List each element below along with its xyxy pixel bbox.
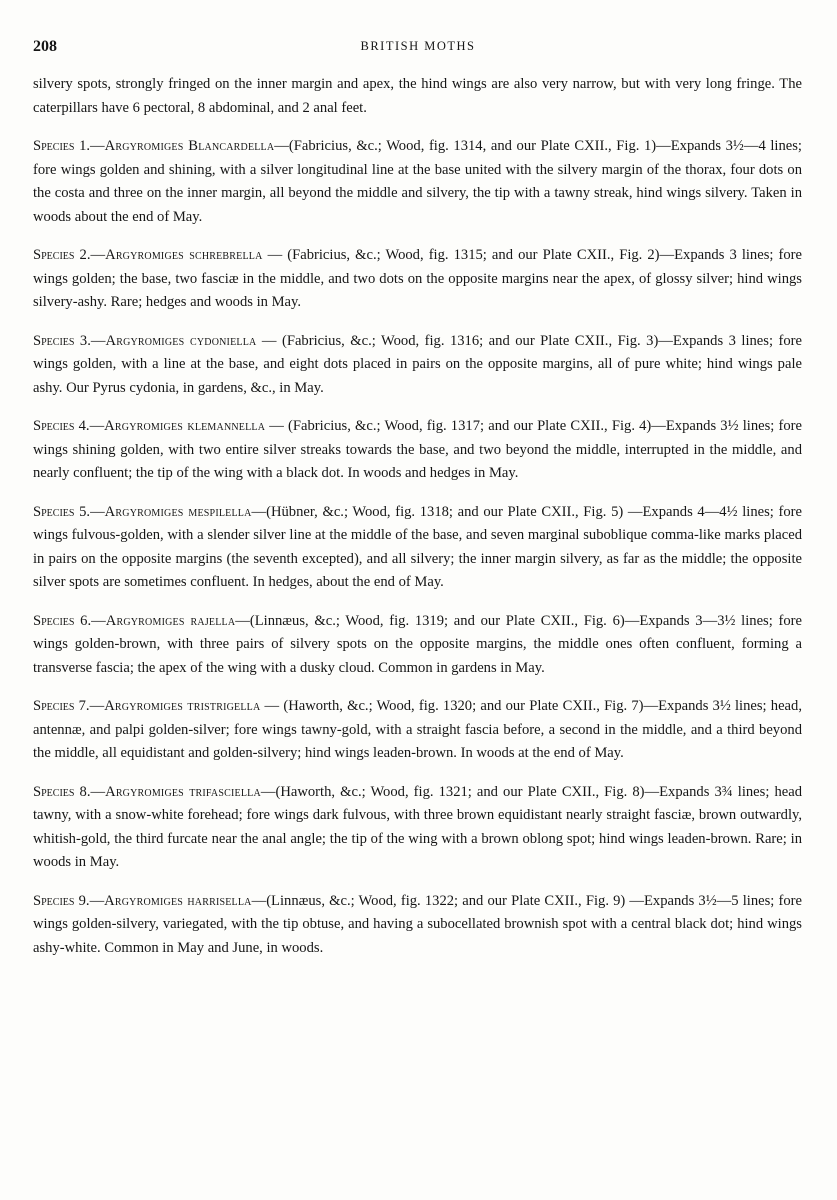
species-entry-6: Species 6.—Argyromiges rajella—(Linnæus, &c.; Wood, fig. 1319; and our Plate CXII., Fig. 6)—Expands 3—3½ lines; fore wings golden-brown, with three pairs of silvery spots on the opposite margins, the middle ones often confluent, forming a transverse fascia; the apex of the wing with a dusky cloud. Common in gardens in May. — [33, 612, 803, 676]
species-label: Species 2. — [33, 247, 91, 263]
species-label: Species 8. — [33, 783, 91, 800]
species-name: Argyromiges cydoniella — [105, 332, 257, 349]
species-description: — (Fabricius, &c.; Wood, fig. 1317; and our Plate CXII., Fig. 4)—Expands 3½ lines; fore wings shining golden, with two entire silver streaks towards the base, and two beyond the middle, interrupted in the middle, and nearly confluent; the tip of the wing with a black dot. In woods and hedges in May. — [33, 418, 802, 481]
species-entry-4: Species 4.—Argyromiges klemannella — (Fabricius, &c.; Wood, fig. 1317; and our Plate CXII., Fig. 4)—Expands 3½ lines; fore wings shining golden, with two entire silver streaks towards the base, and two beyond the middle, interrupted in the middle, and nearly confluent; the tip of the wing with a black dot. In woods and hedges in May. — [33, 418, 802, 481]
species-name: Argyromiges rajella — [105, 612, 236, 629]
species-description: —(Linnæus, &c.; Wood, fig. 1319; and our Plate CXII., Fig. 6)—Expands 3—3½ lines; fore wings golden-brown, with three pairs of silvery spots on the opposite margins, the middle ones often confluent, forming a transverse fascia; the apex of the wing with a dusky cloud. Common in gardens in May. — [33, 612, 803, 676]
species-description: —(Hübner, &c.; Wood, fig. 1318; and our Plate CXII., Fig. 5) —Expands 4—4½ lines; fore wings fulvous-golden, with a slender silver line at the middle of the base, and seven marginal suboblique comma-like marks placed in pairs on the opposite margins (the seventh excepted), and all silvery; the inner margin silvery, as far as the middle; the opposite silver spots are sometimes confluent. In hedges, about the end of May. — [33, 503, 802, 590]
species-label: Species 4. — [33, 418, 90, 434]
species-label: Species 9. — [33, 892, 90, 909]
species-name: Argyromiges tristrigella — [104, 698, 261, 714]
species-entry-1: Species 1.—Argyromiges Blancardella—(Fabricius, &c.; Wood, fig. 1314, and our Plate CXII., Fig. 1)—Expands 3½—4 lines; fore wings golden and shining, with a silver longitudinal line at the base united with the silvery margin of the thorax, four dots on the costa and three on the inner margin, all beyond the middle and silvery, the tip with a tawny streak, hind wings silvery. Taken in woods about the end of May. — [33, 138, 802, 225]
species-description: —(Fabricius, &c.; Wood, fig. 1314, and our Plate CXII., Fig. 1)—Expands 3½—4 lines; fore wings golden and shining, with a silver longitudinal line at the base united with the silvery margin of the thorax, four dots on the costa and three on the inner margin, all beyond the middle and silvery, the tip with a tawny streak, hind wings silvery. Taken in woods about the end of May. — [33, 138, 802, 225]
species-label: Species 6. — [33, 612, 92, 629]
running-head: BRITISH MOTHS — [360, 39, 476, 53]
species-entry-5: Species 5.—Argyromiges mespilella—(Hübner, &c.; Wood, fig. 1318; and our Plate CXII., Fig. 5) —Expands 4—4½ lines; fore wings fulvous-golden, with a slender silver line at the middle of the base, and seven marginal suboblique comma-like marks placed in pairs on the opposite margins (the seventh excepted), and all silvery; the inner margin silvery, as far as the middle; the opposite silver spots are sometimes confluent. In hedges, about the end of May. — [33, 503, 802, 590]
species-label: Species 7. — [33, 698, 90, 714]
species-description: — (Fabricius, &c.; Wood, fig. 1316; and our Plate CXII., Fig. 3)—Expands 3 lines; fore wings golden, with a line at the base, and eight dots placed in pairs on the opposite margins, all of pure white; hind wings pale ashy. Our Pyrus cydonia, in gardens, &c., in May. — [33, 332, 802, 396]
species-name: Argyromiges klemannella — [104, 418, 266, 434]
species-entry-8: Species 8.—Argyromiges trifasciella—(Haworth, &c.; Wood, fig. 1321; and our Plate CXII., Fig. 8)—Expands 3¾ lines; head tawny, with a snow-white forehead; fore wings dark fulvous, with three brown equidistant nearly straight fasciæ, brown outwardly, whitish-gold, the third furcate near the anal angle; the tip of the wing with a brown oblong spot; hind wings leaden-brown. Rare; in woods in May. — [33, 783, 802, 870]
species-name: Argyromiges trifasciella — [105, 783, 261, 800]
species-name: Argyromiges schrebrella — [105, 247, 263, 263]
species-description: — (Haworth, &c.; Wood, fig. 1320; and our Plate CXII., Fig. 7)—Expands 3½ lines; head, antennæ, and palpi golden-silver; fore wings tawny-gold, with a straight fascia before, a second in the middle, and a third beyond the middle, all equidistant and golden-silvery; hind wings leaden-brown. In woods at the end of May. — [33, 698, 802, 761]
species-name: Argyromiges mespilella — [104, 503, 252, 520]
species-entry-2: Species 2.—Argyromiges schrebrella — (Fabricius, &c.; Wood, fig. 1315; and our Plate CXII., Fig. 2)—Expands 3 lines; fore wings golden; the base, two fasciæ in the middle, and two dots on the opposite margins near the apex, of glossy silver; hind wings silvery-ashy. Rare; hedges and woods in May. — [33, 247, 803, 310]
species-label: Species 1. — [33, 138, 91, 154]
species-name: Argyromiges Blancardella — [104, 138, 275, 154]
species-description: —(Linnæus, &c.; Wood, fig. 1322; and our Plate CXII., Fig. 9) —Expands 3½—5 lines; fore wings golden-silvery, variegated, with the tip obtuse, and having a subocellated brownish spot with a central black dot; hind wings ashy-white. Common in May and June, in woods. — [33, 892, 802, 956]
species-entry-3: Species 3.—Argyromiges cydoniella — (Fabricius, &c.; Wood, fig. 1316; and our Plate CXII., Fig. 3)—Expands 3 lines; fore wings golden, with a line at the base, and eight dots placed in pairs on the opposite margins, all of pure white; hind wings pale ashy. Our Pyrus cydonia, in gardens, &c., in May. — [33, 332, 802, 396]
species-label: Species 3. — [33, 332, 91, 349]
species-name: Argyromiges harrisella — [104, 892, 252, 909]
page-header — [33, 38, 803, 58]
species-description: — (Fabricius, &c.; Wood, fig. 1315; and our Plate CXII., Fig. 2)—Expands 3 lines; fore wings golden; the base, two fasciæ in the middle, and two dots on the opposite margins near the apex, of glossy silver; hind wings silvery-ashy. Rare; hedges and woods in May. — [33, 247, 803, 310]
intro-paragraph: silvery spots, strongly fringed on the inner margin and apex, the hind wings are also very narrow, but with very long fringe. The caterpillars have 6 pectoral, 8 abdominal, and 2 anal feet. — [33, 76, 802, 116]
species-entry-7: Species 7.—Argyromiges tristrigella — (Haworth, &c.; Wood, fig. 1320; and our Plate CXII., Fig. 7)—Expands 3½ lines; head, antennæ, and palpi golden-silver; fore wings tawny-gold, with a straight fascia before, a second in the middle, and a third beyond the middle, all equidistant and golden-silvery; hind wings leaden-brown. In woods at the end of May. — [33, 698, 802, 761]
species-description: —(Haworth, &c.; Wood, fig. 1321; and our Plate CXII., Fig. 8)—Expands 3¾ lines; head tawny, with a snow-white forehead; fore wings dark fulvous, with three brown equidistant nearly straight fasciæ, brown outwardly, whitish-gold, the third furcate near the anal angle; the tip of the wing with a brown oblong spot; hind wings leaden-brown. Rare; in woods in May. — [33, 783, 802, 870]
page-body — [33, 73, 802, 960]
page-number: 208 — [33, 38, 57, 55]
species-entry-9: Species 9.—Argyromiges harrisella—(Linnæus, &c.; Wood, fig. 1322; and our Plate CXII., Fig. 9) —Expands 3½—5 lines; fore wings golden-silvery, variegated, with the tip obtuse, and having a subocellated brownish spot with a central black dot; hind wings ashy-white. Common in May and June, in woods. — [33, 892, 802, 956]
species-label: Species 5. — [33, 503, 91, 520]
